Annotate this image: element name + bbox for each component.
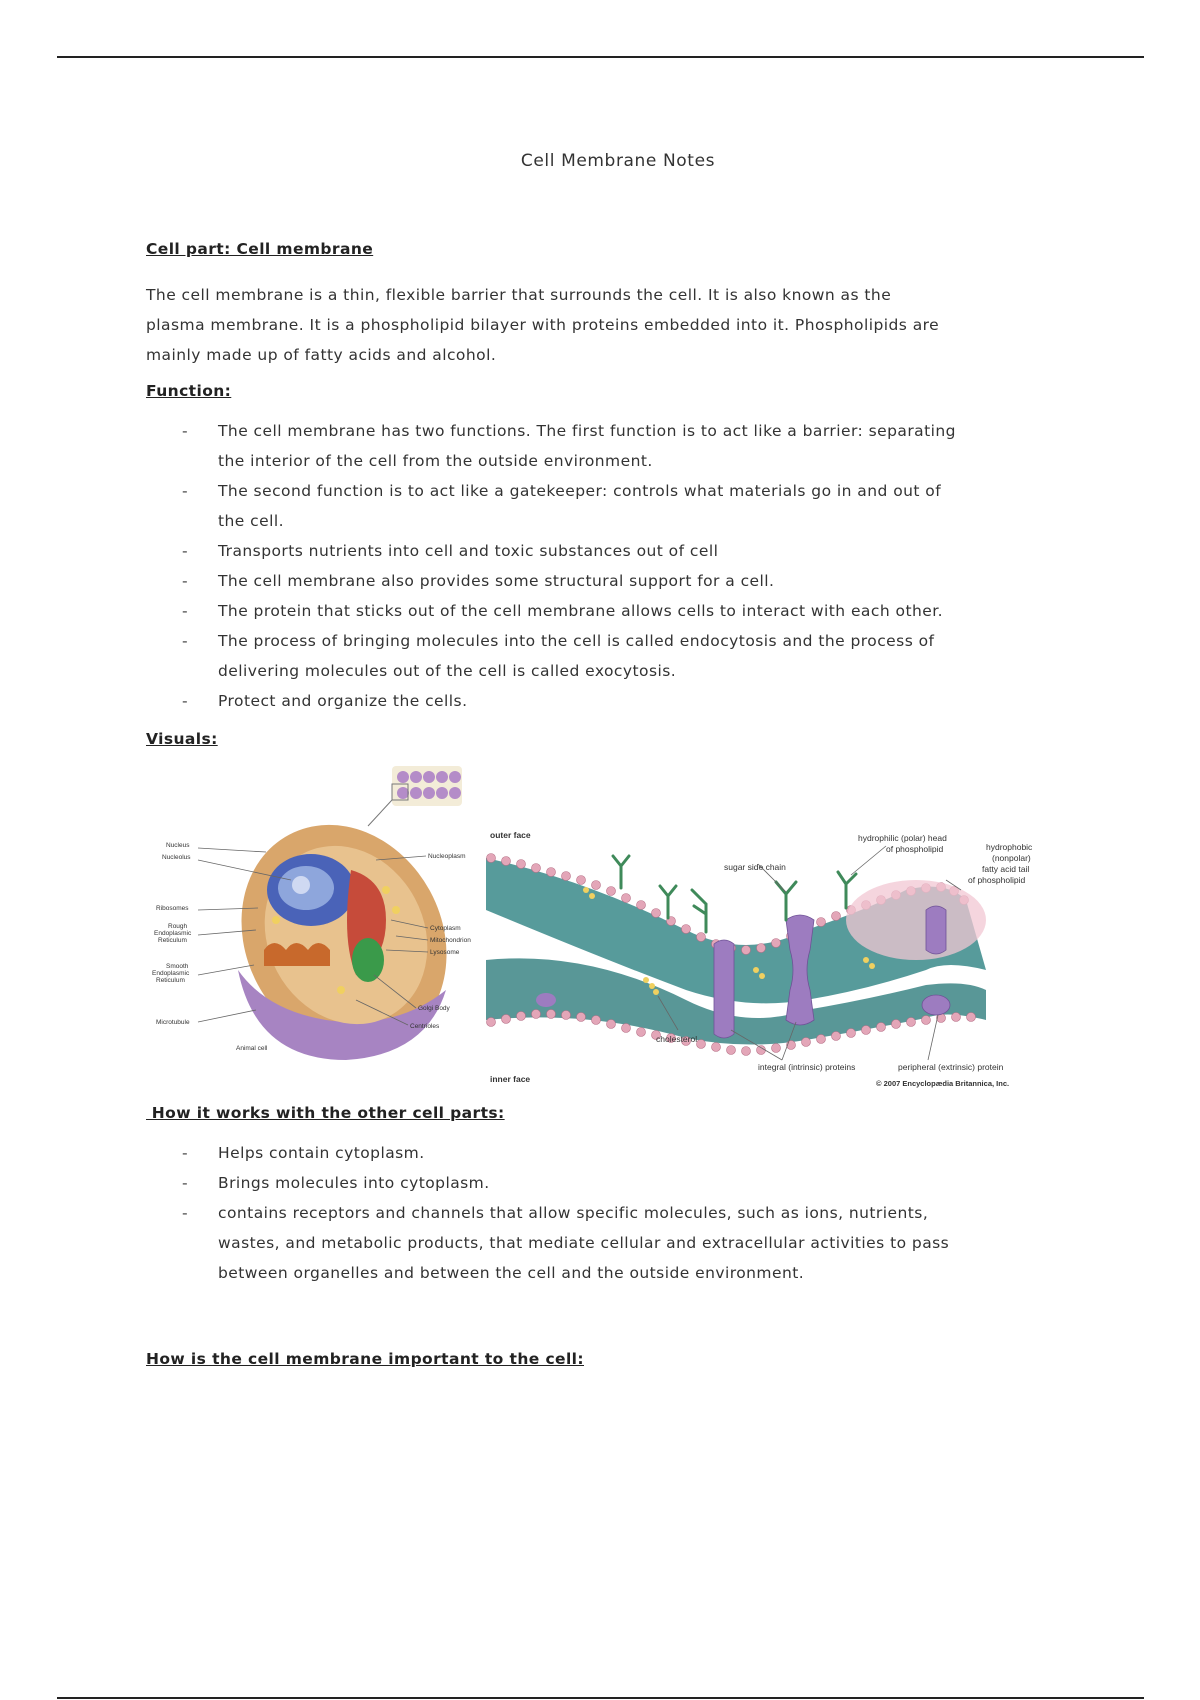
peripheral-protein xyxy=(922,995,950,1015)
label-nucleolus: Nucleolus xyxy=(162,854,191,861)
label-lysosome: Lysosome xyxy=(430,949,460,956)
label-hydrophilic-1: hydrophilic (polar) head xyxy=(858,833,947,843)
label-hydrophobic-4: of phospholipid xyxy=(968,875,1026,885)
list-item: - The cell membrane has two functions. The first function is to act like a barrier: separating the interior of the cell from the outside environment. xyxy=(146,416,1081,476)
label-integral-proteins: integral (intrinsic) proteins xyxy=(758,1062,856,1072)
list-item: - Transports nutrients into cell and toxic substances out of cell xyxy=(146,536,1081,566)
label-rough-er-1: Rough xyxy=(168,923,188,930)
importance-heading: How is the cell membrane important to the cell: xyxy=(146,1350,584,1368)
label-cholesterol: cholesterol xyxy=(656,1034,698,1044)
label-inner-face: inner face xyxy=(490,1074,531,1084)
label-rough-er-3: Reticulum xyxy=(158,937,187,944)
golgi-shape xyxy=(352,938,384,982)
label-animal-cell: Animal cell xyxy=(236,1045,268,1052)
label-cytoplasm: Cytoplasm xyxy=(430,925,461,932)
label-hydrophilic-2: of phospholipid xyxy=(886,844,944,854)
label-hydrophobic-1: hydrophobic xyxy=(986,842,1033,852)
list-item: - The cell membrane also provides some structural support for a cell. xyxy=(146,566,1081,596)
label-hydrophobic-2: (nonpolar) xyxy=(992,853,1031,863)
visuals-figures xyxy=(146,760,1056,1090)
cell-part-paragraph xyxy=(146,280,1081,370)
list-item: - The second function is to act like a gatekeeper: controls what materials go in and out of the cell. xyxy=(146,476,1081,536)
list-item: - The protein that sticks out of the cell membrane allows cells to interact with each other. xyxy=(146,596,1081,626)
label-mitochondrion: Mitochondrion xyxy=(430,937,471,944)
integral-protein-1 xyxy=(714,940,734,1038)
membrane-illustration xyxy=(486,830,1033,1088)
bottom-rule xyxy=(57,1697,1144,1699)
list-item: - Protect and organize the cells. xyxy=(146,686,1081,716)
paragraph-line: mainly made up of fatty acids and alcohol. xyxy=(146,346,497,364)
label-sugar-side-chain: sugar side chain xyxy=(724,862,786,872)
function-list xyxy=(146,416,1081,716)
label-smooth-er-2: Endoplasmic xyxy=(152,970,190,977)
label-hydrophobic-3: fatty acid tail xyxy=(982,864,1030,874)
other-parts-list xyxy=(146,1138,1081,1288)
paragraph-line: The cell membrane is a thin, flexible barrier that surrounds the cell. It is also known as the xyxy=(146,286,892,304)
label-peripheral-protein: peripheral (extrinsic) protein xyxy=(898,1062,1004,1072)
label-rough-er-2: Endoplasmic xyxy=(154,930,192,937)
figures-svg xyxy=(146,760,1056,1090)
document-body xyxy=(146,240,1081,1368)
label-smooth-er-1: Smooth xyxy=(166,963,189,970)
list-item: - The process of bringing molecules into the cell is called endocytosis and the process of delivering molecules out of the cell is called exocytosis. xyxy=(146,626,1081,686)
label-smooth-er-3: Reticulum xyxy=(156,977,185,984)
top-rule xyxy=(57,56,1144,58)
cell-part-heading: Cell part: Cell membrane xyxy=(146,240,374,258)
list-item: - contains receptors and channels that allow specific molecules, such as ions, nutrients, wastes, and metabolic products, that mediate cellular and extracellular activities to pass between organelles and between the cell and the outside environment. xyxy=(146,1198,1081,1288)
list-item: - Helps contain cytoplasm. xyxy=(146,1138,1081,1168)
page-title: Cell Membrane Notes xyxy=(520,151,716,171)
label-copyright: © 2007 Encyclopædia Britannica, Inc. xyxy=(876,1079,1010,1088)
label-outer-face: outer face xyxy=(490,830,531,840)
label-ribosomes: Ribosomes xyxy=(156,905,189,912)
list-item: - Brings molecules into cytoplasm. xyxy=(146,1168,1081,1198)
label-microtubule: Microtubule xyxy=(156,1019,190,1026)
label-golgi: Golgi Body xyxy=(418,1005,450,1012)
label-nucleus: Nucleus xyxy=(166,842,190,849)
label-centriole: Centrioles xyxy=(410,1023,440,1030)
animal-cell-illustration xyxy=(152,766,485,1087)
paragraph-line: plasma membrane. It is a phospholipid bilayer with proteins embedded into it. Phospholipids are xyxy=(146,316,940,334)
label-nucleoplasm: Nucleoplasm xyxy=(428,853,466,860)
other-parts-heading: How it works with the other cell parts: xyxy=(146,1104,505,1122)
visuals-heading: Visuals: xyxy=(146,730,218,748)
inset-cluster xyxy=(368,766,462,826)
function-heading: Function: xyxy=(146,382,232,400)
